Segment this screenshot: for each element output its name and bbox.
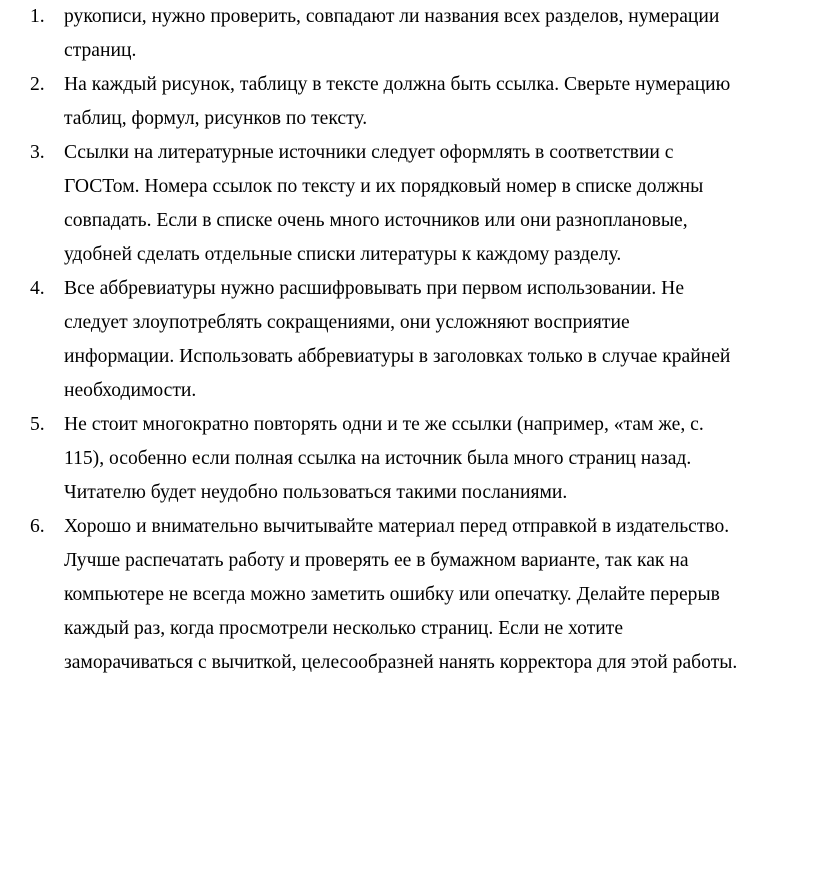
list-item xyxy=(0,0,816,68)
list-item-line: страниц. xyxy=(64,40,137,61)
list-item-line: Хорошо и внимательно вычитывайте материал перед отправкой в издательство. xyxy=(64,516,730,537)
list-item-number: 1. xyxy=(30,6,45,27)
list-item-line: таблиц, формул, рисунков по тексту. xyxy=(64,108,368,129)
list-item-line: информации. Использовать аббревиатуры в заголовках только в случае крайней xyxy=(64,346,731,367)
list-item-line: Читателю будет неудобно пользоваться такими посланиями. xyxy=(64,482,568,503)
list-item xyxy=(0,408,816,510)
list-item-line: заморачиваться с вычиткой, целесообразней нанять корректора для этой работы. xyxy=(64,652,738,673)
list-item-number: 5. xyxy=(30,414,45,435)
list-item xyxy=(0,136,816,272)
list-item-line: рукописи, нужно проверить, совпадают ли названия всех разделов, нумерации xyxy=(64,6,720,27)
list-item-line: 115), особенно если полная ссылка на источник была много страниц назад. xyxy=(64,448,692,469)
list-item-line: Лучше распечатать работу и проверять ее в бумажном варианте, так как на xyxy=(64,550,689,571)
list-item xyxy=(0,272,816,408)
list-item-line: каждый раз, когда просмотрели несколько страниц. Если не хотите xyxy=(64,618,624,639)
list-item xyxy=(0,510,816,680)
list-item-line: компьютере не всегда можно заметить ошибку или опечатку. Делайте перерыв xyxy=(64,584,720,605)
list-item-number: 6. xyxy=(30,516,45,537)
list-item-number: 3. xyxy=(30,142,45,163)
list-item-line: На каждый рисунок, таблицу в тексте должна быть ссылка. Сверьте нумерацию xyxy=(64,74,731,95)
list-item xyxy=(0,68,816,136)
list-item-line: Все аббревиатуры нужно расшифровывать при первом использовании. Не xyxy=(64,278,685,299)
list-item-line: удобней сделать отдельные списки литературы к каждому разделу. xyxy=(64,244,622,265)
list-item-line: необходимости. xyxy=(64,380,197,401)
list-item-line: Ссылки на литературные источники следует оформлять в соответствии с xyxy=(64,142,674,163)
list-item-number: 2. xyxy=(30,74,45,95)
list-item-line: ГОСТом. Номера ссылок по тексту и их порядковый номер в списке должны xyxy=(64,176,704,197)
list-item-line: следует злоупотреблять сокращениями, они усложняют восприятие xyxy=(64,312,630,333)
list-item-line: совпадать. Если в списке очень много источников или они разноплановые, xyxy=(64,210,688,231)
list-item-number: 4. xyxy=(30,278,45,299)
list-item-line: Не стоит многократно повторять одни и те же ссылки (например, «там же, с. xyxy=(64,414,704,435)
